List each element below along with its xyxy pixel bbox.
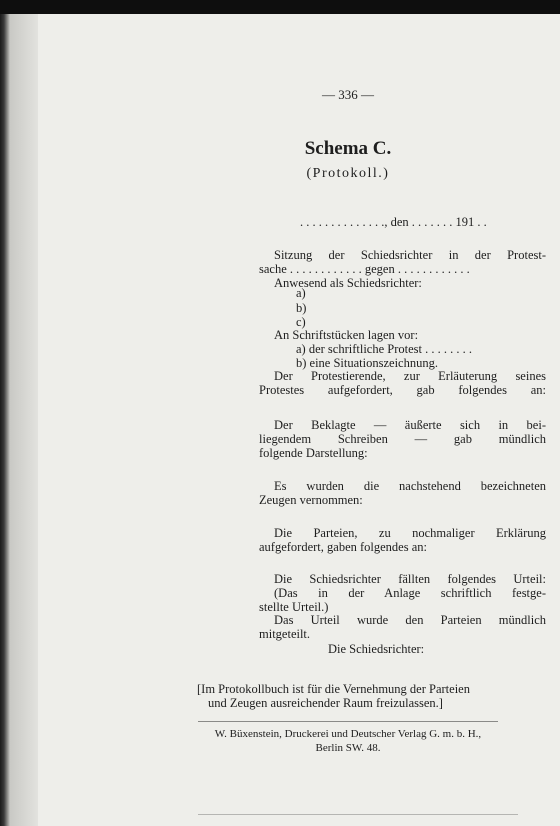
text-line: mitgeteilt. <box>259 627 311 641</box>
text-line: folgende Darstellung: <box>259 446 368 460</box>
text-line: Der Protestierende, zur Erläuterung seines <box>274 369 546 383</box>
text-line: (Das in der Anlage schriftlich festge- <box>274 586 546 600</box>
text-line: Es wurden die nachstehend bezeichneten <box>274 479 546 493</box>
page-subtitle: (Protokoll.) <box>306 166 390 181</box>
text-line: An Schriftstücken lagen vor: <box>274 328 419 342</box>
book-spine-edge <box>0 14 40 826</box>
text-line: Die Schiedsrichter fällten folgendes Urteil: <box>274 572 546 586</box>
text-line: a) der schriftliche Protest . . . . . . . . <box>296 342 472 356</box>
text-line: Die Parteien, zu nochmaliger Erklärung <box>274 526 546 540</box>
date-line: . . . . . . . . . . . . . ., den . . . . . . . 191 . . <box>300 215 487 229</box>
note-line: [Im Protokollbuch ist für die Vernehmung der Parteien <box>197 682 470 696</box>
text-line: b) <box>296 301 307 315</box>
text-line: b) eine Situationszeichnung. <box>296 356 438 370</box>
printer-imprint: W. Büxenstein, Druckerei und Deutscher Verlag G. m. b. H., <box>214 728 482 740</box>
text-line: Zeugen vernommen: <box>259 493 363 507</box>
bottom-rule <box>198 814 518 815</box>
text-line: Sitzung der Schiedsrichter in der Protest- <box>274 248 546 262</box>
printer-imprint-city: Berlin SW. 48. <box>315 742 381 754</box>
text-line: aufgefordert, gaben folgendes an: <box>259 540 427 554</box>
page-title: Schema C. <box>304 138 392 159</box>
text-line: stellte Urteil.) <box>259 600 329 614</box>
footer-divider <box>198 721 498 722</box>
book-page <box>38 14 560 826</box>
text-line: Das Urteil wurde den Parteien mündlich <box>274 613 546 627</box>
note-line: und Zeugen ausreichender Raum freizulassen.] <box>208 696 443 710</box>
signature-label: Die Schiedsrichter: <box>328 642 425 656</box>
text-line: a) <box>296 286 306 300</box>
text-line: sache . . . . . . . . . . . . gegen . . . . . . . . . . . . <box>259 262 470 276</box>
text-line: Anwesend als Schiedsrichter: <box>274 276 422 290</box>
text-line: c) <box>296 315 306 329</box>
text-line: Protestes aufgefordert, gab folgendes an: <box>259 383 546 397</box>
text-line: liegendem Schreiben — gab mündlich <box>259 432 546 446</box>
text-line: Der Beklagte — äußerte sich in bei- <box>274 418 546 432</box>
scan-top-border <box>0 0 560 14</box>
page-number: — 336 — <box>322 87 374 102</box>
